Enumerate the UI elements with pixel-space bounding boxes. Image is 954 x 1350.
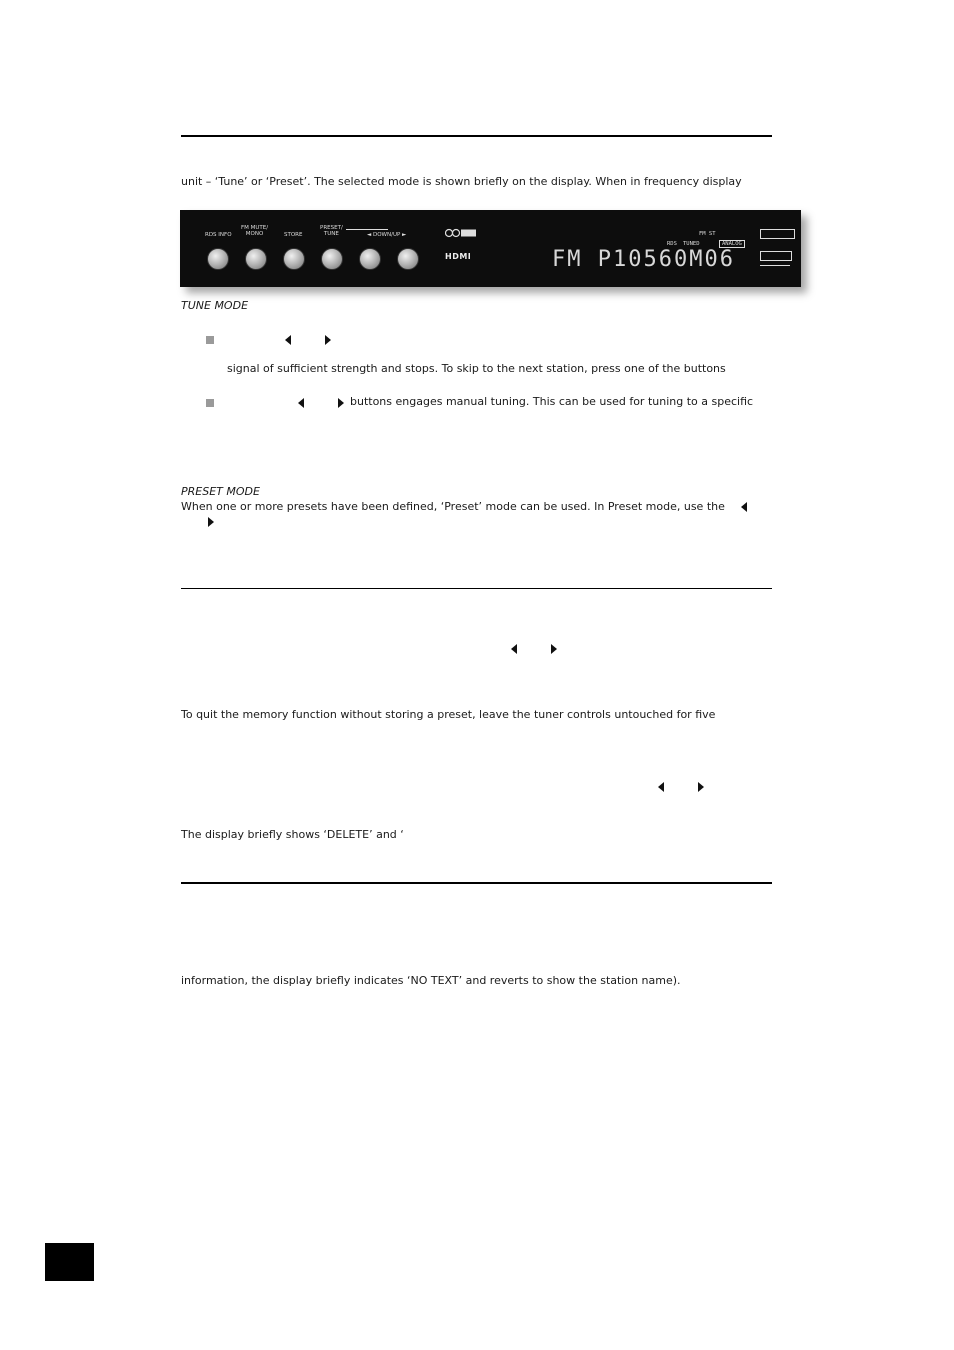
intro-text: unit – ‘Tune’ or ‘Preset’. The selected mode is shown briefly on the display. When in frequency display [181,175,742,188]
down-up-range-line [346,229,388,230]
left-arrow-icon [285,335,291,345]
delete-text: The display briefly shows ‘DELETE’ and ‘ [181,828,404,841]
hdmi-logo: HDMI [445,252,472,261]
left-arrow-icon [298,398,304,408]
right-arrow-icon [325,335,331,345]
manual-tuning-text: buttons engages manual tuning. This can be used for tuning to a specific [350,395,754,408]
dts-logo-icon [445,228,477,238]
up-knob[interactable] [397,248,419,270]
button-label-fm-mute-mono: FM MUTE/ MONO [241,225,269,237]
indicator-analog: ANALOG [719,240,745,248]
rds-info-knob[interactable] [207,248,229,270]
right-arrow-icon [698,782,704,792]
right-arrow-icon [208,517,214,527]
button-label-store: STORE [284,232,303,238]
preset-tune-knob[interactable] [321,248,343,270]
indicator-fm-st: FM ST [699,231,716,237]
indicator-tuned: TUNED [683,241,700,247]
left-arrow-icon [658,782,664,792]
format-logo-icon [760,229,795,239]
bullet-marker [206,336,214,344]
section-rule-top [181,135,772,137]
store-knob[interactable] [283,248,305,270]
indicator-rds: RDS [667,241,677,247]
down-knob[interactable] [359,248,381,270]
section-rule [181,882,772,884]
page-number-tab [45,1243,94,1281]
tune-text-line: signal of sufficient strength and stops. To skip to the next station, press one of the buttons [227,362,726,375]
button-label-rds-info: RDS INFO [205,232,232,238]
tune-mode-heading: TUNE MODE [181,299,249,312]
fm-mute-mono-knob[interactable] [245,248,267,270]
preset-mode-text: When one or more presets have been defined, ‘Preset’ mode can be used. In Preset mode, use the [181,500,725,513]
left-arrow-icon [741,502,747,512]
dolby-underline [760,265,790,266]
right-arrow-icon [338,398,344,408]
down-up-label: ◄ DOWN/UP ► [367,232,407,238]
lcd-display-text: FM P10560M06 [552,247,735,272]
memory-quit-text: To quit the memory function without storing a preset, leave the tuner controls untouched for five [181,708,716,721]
left-arrow-icon [511,644,517,654]
front-panel-illustration [180,210,801,287]
preset-mode-heading: PRESET MODE [181,485,260,498]
right-arrow-icon [551,644,557,654]
button-label-preset-tune: PRESET/ TUNE [320,225,343,237]
bullet-marker [206,399,214,407]
dolby-logo-icon [760,251,792,261]
rds-text: information, the display briefly indicates ‘NO TEXT’ and reverts to show the station name). [181,974,681,987]
section-rule [181,588,772,589]
